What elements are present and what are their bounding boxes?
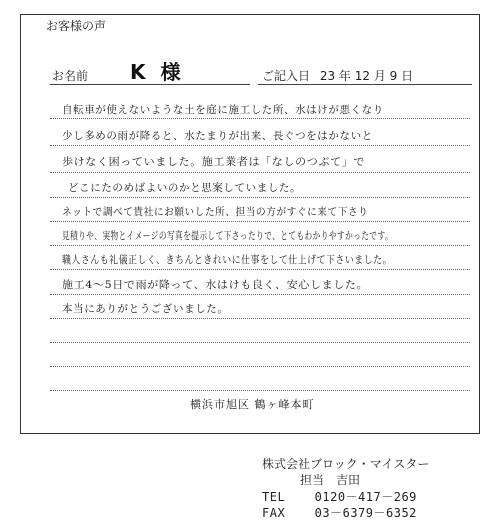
- ruled-line: [50, 269, 470, 270]
- message-line: 自転車が使えないような土を庭に施工した所、水はけが悪くなり: [62, 104, 384, 116]
- company-name: 株式会社ブロック・マイスター: [262, 457, 430, 471]
- ruled-line: [50, 118, 470, 119]
- ruled-line: [50, 318, 470, 319]
- date-label: ご記入日: [262, 69, 311, 83]
- date-underline: [258, 84, 472, 85]
- fax-label: FAX: [262, 506, 286, 520]
- fax-number: 03－6379－6352: [314, 506, 417, 520]
- name-underline: [50, 84, 250, 85]
- customer-name: K 様: [130, 60, 185, 84]
- ruled-line: [50, 294, 470, 295]
- message-line: ネットで調べて貴社にお願いした所、担当の方がすぐに来て下さり: [62, 206, 369, 218]
- ruled-line: [50, 390, 470, 391]
- ruled-line: [50, 366, 470, 367]
- date-value: 23 年 12 月 9 日: [319, 69, 414, 83]
- message-line: 見積りや、実物とイメージの写真を提示して下さったりで、とてもわかりやすかったです。: [62, 230, 394, 242]
- card-title: お客様の声: [42, 17, 110, 34]
- message-line: どこにたのめばよいのかと思案していました。: [68, 182, 302, 194]
- ruled-line: [50, 221, 470, 222]
- company-tel: [262, 488, 417, 505]
- message-line: 本当にありがとうございました。: [62, 303, 229, 315]
- ruled-line: [50, 197, 470, 198]
- ruled-line: [50, 172, 470, 173]
- ruled-line: [50, 145, 470, 146]
- name-label: お名前: [52, 69, 89, 83]
- message-line: 少し多めの雨が降ると、水たまりが出来、長ぐつをはかないと: [62, 130, 373, 142]
- tel-number: 0120－417－269: [314, 490, 417, 504]
- company-staff: 担当 吉田: [300, 473, 361, 487]
- message-line: 歩けなく困っていました。施工業者は「なしのつぶて」で: [62, 156, 366, 168]
- message-line: 職人さんも礼儀正しく、きちんときれいに仕事をして仕上げて下さいました。: [62, 254, 393, 266]
- message-line: 施工4〜5日で雨が降って、水はけも良く、安心しました。: [62, 279, 369, 291]
- tel-label: TEL: [262, 490, 286, 504]
- company-fax: [262, 504, 417, 521]
- ruled-line: [50, 342, 470, 343]
- date-field: [262, 67, 413, 84]
- customer-address: 横浜市旭区 鶴ヶ峰本町: [190, 398, 315, 411]
- ruled-line: [50, 245, 470, 246]
